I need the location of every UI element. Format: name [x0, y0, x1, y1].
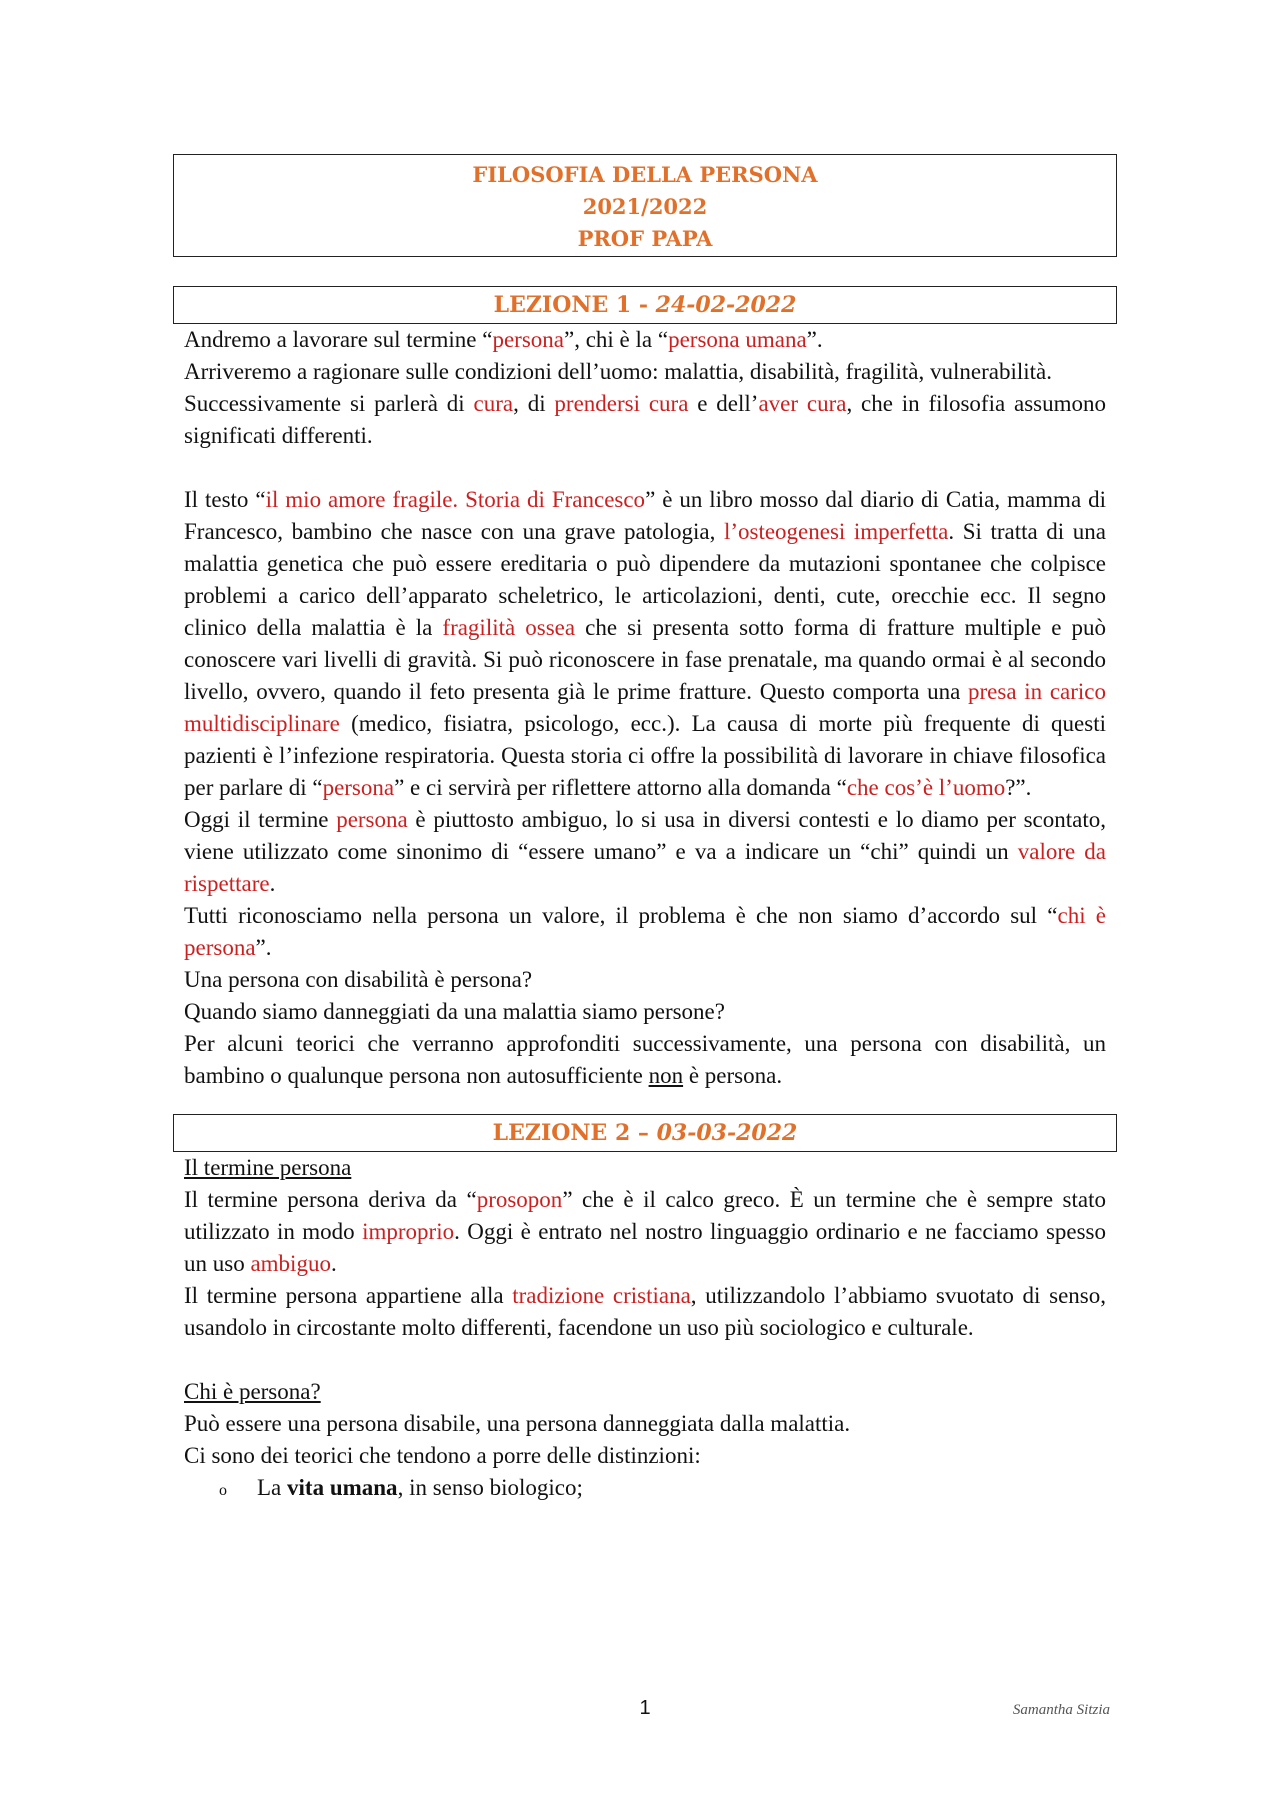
l1-paragraph-8: Quando siamo danneggiati da una malattia siamo persone?	[184, 999, 725, 1024]
l1-paragraph-3: Successivamente si parlerà di cura, di prendersi cura e dell’aver cura, che in filosofia assumono significati differenti.	[184, 391, 1107, 448]
l1-paragraph-6: Tutti riconosciamo nella persona un valore, il problema è che non siamo d’accordo sul “chi è persona”.	[184, 903, 1107, 960]
author-name: Samantha Sitzia	[1012, 1702, 1110, 1718]
document-page	[173, 154, 1117, 1507]
l1-paragraph-2: Arriveremo a ragionare sulle condizioni dell’uomo: malattia, disabilità, fragilità, vulnerabilità.	[184, 359, 1052, 384]
l1-paragraph-4: Il testo “il mio amore fragile. Storia di Francesco” è un libro mosso dal diario di Catia, mamma di Francesco, bambino che nasce con una grave patologia, l’osteogenesi imperfetta. Si tratta di una malattia genetica che può essere ereditaria o può dipendere da mutazioni spontanee che colpisce problemi a carico dell’apparato scheletrico, le articolazioni, denti, cute, orecchie ecc. Il segno clinico della malattia è la fragilità ossea che si presenta sotto forma di fratture multiple e può conoscere vari livelli di gravità. Si può riconoscere in fase prenatale, ma quando ormai è al secondo livello, ovvero, quando il feto presenta già le prime fratture. Questo comporta una presa in carico multidisciplinare (medico, fisiatra, psicologo, ecc.). La causa di morte più frequente di questi pazienti è l’infezione respiratoria. Questa storia ci offre la possibilità di lavorare in chiave filosofica per parlare di “persona” e ci servirà per riflettere attorno alla domanda “che cos’è l’uomo?”.	[184, 487, 1107, 800]
academic-year: 2021/2022	[582, 194, 708, 219]
l2-subheading-2: Chi è persona?	[184, 1379, 321, 1404]
l1-paragraph-9: Per alcuni teorici che verranno approfonditi successivamente, una persona con disabilità, un bambino o qualunque persona non autosufficiente non è persona.	[184, 1031, 1106, 1088]
l2-subheading-1: Il termine persona	[184, 1155, 352, 1180]
l2-paragraph-3: Può essere una persona disabile, una persona danneggiata dalla malattia.	[184, 1411, 851, 1436]
l1-paragraph-7: Una persona con disabilità è persona?	[184, 967, 533, 992]
title-box	[173, 154, 1117, 257]
lezione-2-heading: LEZIONE 2 – 03-03-2022	[173, 1114, 1117, 1152]
lezione-1-heading: LEZIONE 1 - 24-02-2022	[173, 286, 1117, 324]
page-number: 1	[639, 1697, 651, 1719]
l2-paragraph-1: Il termine persona deriva da “prosopon” che è il calco greco. È un termine che è sempre stato utilizzato in modo improprio. Oggi è entrato nel nostro linguaggio ordinario e ne facciamo spesso un uso ambiguo.	[184, 1187, 1107, 1276]
l1-paragraph-1: Andremo a lavorare sul termine “persona”, chi è la “persona umana”.	[184, 327, 823, 352]
professor: PROF PAPA	[577, 226, 713, 251]
l2-paragraph-2: Il termine persona appartiene alla tradizione cristiana, utilizzandolo l’abbiamo svuotato di senso, usandolo in circostante molto differenti, facendone un uso più sociologico e culturale.	[184, 1283, 1106, 1340]
course-title: FILOSOFIA DELLA PERSONA	[472, 162, 818, 187]
l2-paragraph-4: Ci sono dei teorici che tendono a porre delle distinzioni:	[184, 1443, 701, 1468]
bullet-circle-icon: o	[219, 1482, 227, 1499]
list-item: o La vita umana, in senso biologico;	[219, 1472, 1117, 1507]
l1-paragraph-5: Oggi il termine persona è piuttosto ambiguo, lo si usa in diversi contesti e lo diamo per scontato, viene utilizzato come sinonimo di “essere umano” e va a indicare un “chi” quindi un valore da rispettare.	[184, 807, 1106, 896]
